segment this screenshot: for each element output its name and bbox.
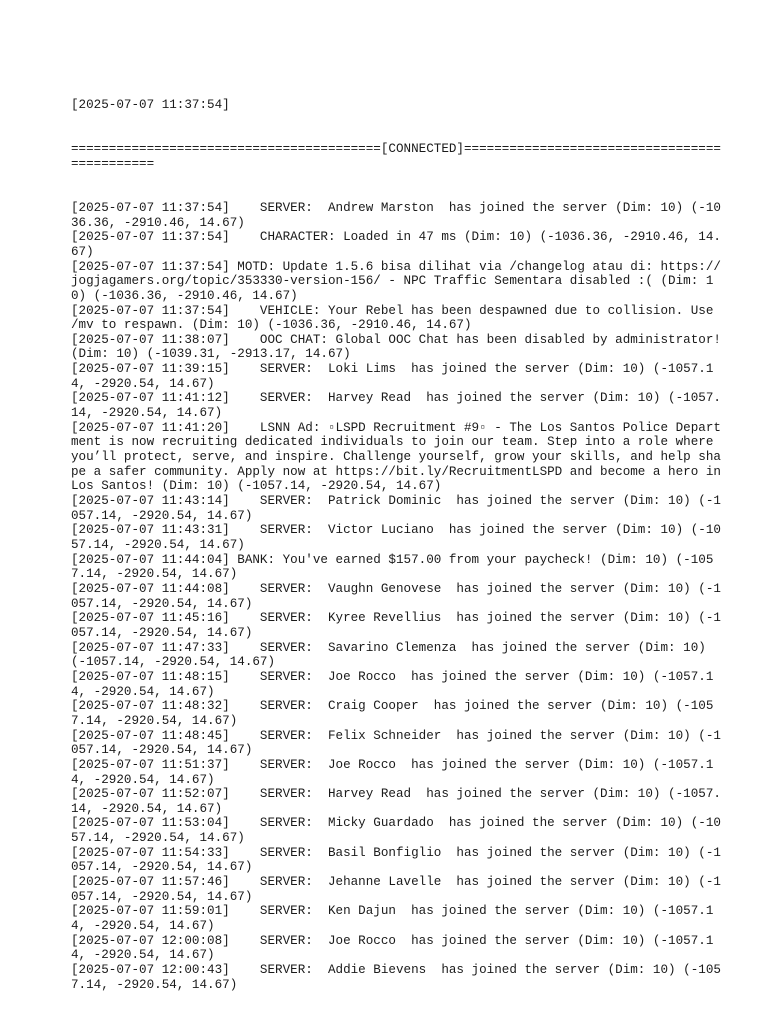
- log-entry: [2025-07-07 11:44:04] BANK: You've earned $157.00 from your paycheck! (Dim: 10) (-1057.14, -2920.54, 14.67): [71, 552, 714, 582]
- log-entry: [2025-07-07 11:37:54] SERVER: Andrew Marston has joined the server (Dim: 10) (-1036.36, -2910.46, 14.67): [71, 200, 721, 230]
- log-entry: [2025-07-07 11:43:31] SERVER: Victor Luciano has joined the server (Dim: 10) (-1057.14, -2920.54, 14.67): [71, 523, 721, 552]
- log-entry: [2025-07-07 12:00:08] SERVER: Joe Rocco has joined the server (Dim: 10) (-1057.14, -2920.54, 14.67): [71, 933, 714, 963]
- header-timestamp: [2025-07-07 11:37:54]: [71, 98, 230, 113]
- log-entry: [2025-07-07 11:43:14] SERVER: Patrick Dominic has joined the server (Dim: 10) (-1057.14, -2920.54, 14.67): [71, 494, 721, 523]
- log-entry: [2025-07-07 11:51:37] SERVER: Joe Rocco has joined the server (Dim: 10) (-1057.14, -2920.54, 14.67): [71, 757, 714, 787]
- log-entry: [2025-07-07 11:48:32] SERVER: Craig Cooper has joined the server (Dim: 10) (-1057.14, -2920.54, 14.67): [71, 699, 714, 728]
- log-entry: [2025-07-07 11:53:04] SERVER: Micky Guardado has joined the server (Dim: 10) (-1057.14, -2920.54, 14.67): [71, 816, 721, 846]
- log-entry: [2025-07-07 11:41:12] SERVER: Harvey Read has joined the server (Dim: 10) (-1057.14, -2920.54, 14.67): [71, 391, 721, 421]
- log-entries: [71, 201, 728, 992]
- log-entry: [2025-07-07 11:48:45] SERVER: Felix Schneider has joined the server (Dim: 10) (-1057.14, -2920.54, 14.67): [71, 728, 721, 758]
- log-entry: [2025-07-07 11:52:07] SERVER: Harvey Read has joined the server (Dim: 10) (-1057.14, -2920.54, 14.67): [71, 787, 721, 816]
- log-entry: [2025-07-07 11:37:54] CHARACTER: Loaded in 47 ms (Dim: 10) (-1036.36, -2910.46, 14.67): [71, 230, 721, 259]
- log-entry: [2025-07-07 11:57:46] SERVER: Jehanne Lavelle has joined the server (Dim: 10) (-1057.14, -2920.54, 14.67): [71, 875, 721, 904]
- log-entry: [2025-07-07 11:48:15] SERVER: Joe Rocco has joined the server (Dim: 10) (-1057.14, -2920.54, 14.67): [71, 669, 714, 699]
- log-entry: [2025-07-07 11:47:33] SERVER: Savarino Clemenza has joined the server (Dim: 10) (-1057.14, -2920.54, 14.67): [71, 640, 714, 670]
- chat-log: [71, 69, 728, 1022]
- log-entry: [2025-07-07 11:37:54] MOTD: Update 1.5.6 bisa dilihat via /changelog atau di: https://jogjagamers.org/topic/353330-version-156/ - NPC Traffic Sementara disabled :( (Dim: 10) (-1036.36, -2910.46, 14.67): [71, 259, 721, 303]
- log-entry: [2025-07-07 11:54:33] SERVER: Basil Bonfiglio has joined the server (Dim: 10) (-1057.14, -2920.54, 14.67): [71, 845, 721, 875]
- log-entry: [2025-07-07 11:38:07] OOC CHAT: Global OOC Chat has been disabled by administrator! (Dim: 10) (-1039.31, -2913.17, 14.67): [71, 332, 729, 362]
- connected-banner: =========================================[CONNECTED]=============================================: [71, 142, 721, 171]
- log-entry: [2025-07-07 11:37:54] VEHICLE: Your Rebel has been despawned due to collision. Use /mv to respawn. (Dim: 10) (-1036.36, -2910.46, 14.67): [71, 303, 721, 333]
- log-entry: [2025-07-07 11:41:20] LSNN Ad: ▫LSPD Recruitment #9▫ - The Los Santos Police Department is now recruiting dedicated individuals to join our team. Step into a role where you’ll protect, serve, and inspire. Challenge yourself, grow your skills, and help shape a safer community. Apply now at https://bit.ly/RecruitmentLSPD and become a hero in Los Santos! (Dim: 10) (-1057.14, -2920.54, 14.67): [71, 420, 729, 494]
- log-entry: [2025-07-07 11:45:16] SERVER: Kyree Revellius has joined the server (Dim: 10) (-1057.14, -2920.54, 14.67): [71, 611, 721, 640]
- log-entry: [2025-07-07 12:00:43] SERVER: Addie Bievens has joined the server (Dim: 10) (-1057.14, -2920.54, 14.67): [71, 963, 721, 992]
- log-entry: [2025-07-07 11:44:08] SERVER: Vaughn Genovese has joined the server (Dim: 10) (-1057.14, -2920.54, 14.67): [71, 581, 721, 611]
- log-entry: [2025-07-07 11:39:15] SERVER: Loki Lims has joined the server (Dim: 10) (-1057.14, -2920.54, 14.67): [71, 362, 714, 391]
- log-entry: [2025-07-07 11:59:01] SERVER: Ken Dajun has joined the server (Dim: 10) (-1057.14, -2920.54, 14.67): [71, 904, 714, 934]
